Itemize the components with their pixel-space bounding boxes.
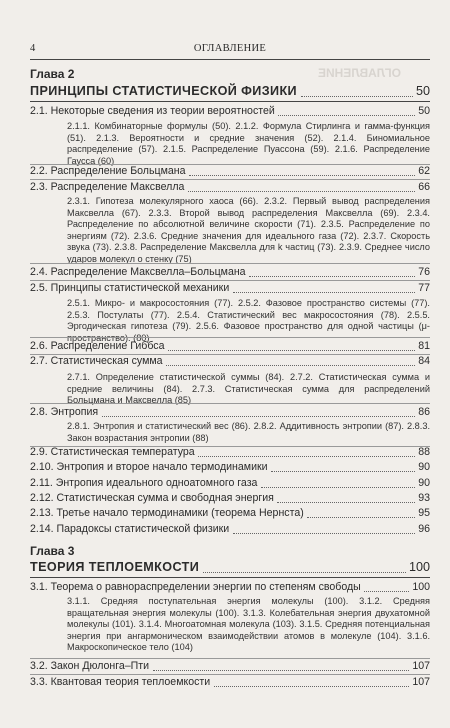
page-ref: 100 (408, 560, 430, 574)
toc-entry[interactable] (30, 446, 430, 460)
running-title: ОГЛАВЛЕНИЕ (193, 43, 267, 54)
entry-label: 2.9. Статистическая температура (30, 446, 195, 458)
toc-entry[interactable] (30, 266, 430, 280)
entry-label: 2.7. Статистическая сумма (30, 355, 163, 367)
toc-entry[interactable] (30, 181, 430, 195)
subsection-list: 2.7.1. Определение статистической суммы (84). 2.7.2. Статистическая сумма и средние величины (84). 2.7.3. Статистическая сумма для распределений Больцмана и Максвелла (85) (67, 372, 430, 405)
header-rule (30, 59, 430, 60)
toc-entry[interactable] (30, 165, 430, 179)
leader-dots (277, 502, 415, 503)
chapter-3-label: Глава 3 (30, 544, 75, 558)
running-head (30, 43, 430, 57)
entry-label: 3.3. Квантовая теория теплоемкости (30, 676, 211, 688)
chapter-rule (30, 577, 430, 578)
entry-label: 2.10. Энтропия и второе начало термодинамики (30, 461, 268, 473)
toc-entry[interactable] (30, 581, 430, 595)
page-ref: 96 (418, 523, 430, 535)
leader-dots (233, 533, 415, 534)
subsection-list: 2.8.1. Энтропия и статистический вес (86). 2.8.2. Аддитивность энтропии (87). 2.8.3. Закон возрастания энтропии (88) (67, 421, 430, 443)
page-number: 4 (30, 43, 36, 54)
entry-label: 2.12. Статистическая сумма и свободная энергия (30, 492, 274, 504)
bleed-through-text: ОГЛАВЛЕНИЕ (318, 66, 402, 80)
toc-entry[interactable] (30, 461, 430, 475)
subsection-list: 3.1.1. Средняя поступательная энергия молекулы (100). 3.1.2. Средняя вращательная энергия молекулы (100). 3.1.3. Колебательная энергия двухатомной молекулы (101). 3.1.4. Многоатомная молекула (103). 3.1.5. Средняя потенциальная энергия при ангармоническом взаимодействии атомов в молекуле (104). 3.1.6. Макроскопическое тело (104) (67, 596, 430, 652)
leader-dots (301, 96, 413, 97)
page-ref: 86 (418, 406, 430, 418)
toc-entry[interactable] (30, 477, 430, 491)
leader-dots (233, 292, 415, 293)
divider (30, 403, 430, 404)
divider (30, 658, 430, 659)
chapter-rule (30, 101, 430, 102)
toc-entry[interactable] (30, 355, 430, 369)
leader-dots (278, 115, 415, 116)
entry-label: 3.2. Закон Дюлонга–Пти (30, 660, 150, 672)
page-ref: 95 (418, 507, 430, 519)
leader-dots (214, 686, 409, 687)
entry-label: 2.8. Энтропия (30, 406, 99, 418)
toc-entry[interactable] (30, 523, 430, 537)
subsection-list: 2.1.1. Комбинаторные формулы (50). 2.1.2. Формула Стирлинга и гамма-функция (51). 2.1.3. Вероятности и средние значения (52). 2.1.4. Биномиальное распределение (57). 2.1.5. Распределение Пуассона (59). 2.1.6. Распределение Гаусса (60) (67, 121, 430, 166)
leader-dots (168, 350, 415, 351)
leader-dots (198, 456, 415, 457)
entry-label: 2.3. Распределение Максвелла (30, 181, 185, 193)
page-ref: 50 (418, 105, 430, 117)
page-ref: 90 (418, 477, 430, 489)
page-ref: 93 (418, 492, 430, 504)
leader-dots (271, 471, 415, 472)
toc-entry[interactable] (30, 676, 430, 690)
leader-dots (307, 517, 415, 518)
leader-dots (203, 572, 406, 573)
chapter-2-title-row[interactable] (30, 84, 430, 100)
chapter-3-title-row[interactable] (30, 560, 430, 576)
chapter-2-label: Глава 2 (30, 67, 75, 81)
subsection-list: 2.3.1. Гипотеза молекулярного хаоса (66). 2.3.2. Первый вывод распределения Максвелла (67). 2.3.3. Второй вывод распределения Максвелла (69). 2.3.4. Распределение по абсолютной величине скорости (71). 2.3.5. Распределение по энергиям (72). 2.3.6. Средние значения для идеального газа (72). 2.3.7. Скорость звука (73). 2.3.8. Распределение Максвелла для k частиц (73). 2.3.9. Среднее число ударов молекул о стенку (75) (67, 196, 430, 264)
divider (30, 263, 430, 264)
entry-label: 2.11. Энтропия идеального одноатомного газа (30, 477, 258, 489)
chapter-title: ПРИНЦИПЫ СТАТИСТИЧЕСКОЙ ФИЗИКИ (30, 84, 298, 98)
leader-dots (364, 591, 409, 592)
divider (30, 179, 430, 180)
leader-dots (102, 416, 415, 417)
entry-label: 2.2. Распределение Больцмана (30, 165, 186, 177)
entry-label: 2.6. Распределение Гиббса (30, 340, 165, 352)
toc-entry[interactable] (30, 282, 430, 296)
divider (30, 337, 430, 338)
page-ref: 84 (418, 355, 430, 367)
entry-label: 2.14. Парадоксы статистической физики (30, 523, 230, 535)
leader-dots (249, 276, 415, 277)
page-ref: 88 (418, 446, 430, 458)
toc-entry[interactable] (30, 660, 430, 674)
leader-dots (188, 191, 415, 192)
divider (30, 280, 430, 281)
page-ref: 107 (412, 660, 430, 672)
leader-dots (153, 670, 409, 671)
toc-entry[interactable] (30, 507, 430, 521)
chapter-title: ТЕОРИЯ ТЕПЛОЕМКОСТИ (30, 560, 200, 574)
page-ref: 81 (418, 340, 430, 352)
toc-entry[interactable] (30, 406, 430, 420)
toc-entry[interactable] (30, 340, 430, 354)
subsection-list: 2.5.1. Микро- и макросостояния (77). 2.5.2. Фазовое пространство системы (77). 2.5.3. Постулаты (77). 2.5.4. Статистический вес макросостояния (78). 2.5.5. Эргодическая гипотеза (79). 2.5.6. Фазовое пространство для одной частицы (μ-пространство). (80) (67, 298, 430, 343)
page-ref: 77 (418, 282, 430, 294)
leader-dots (189, 175, 415, 176)
toc-entry[interactable] (30, 492, 430, 506)
page-ref: 100 (412, 581, 430, 593)
page-ref: 76 (418, 266, 430, 278)
divider (30, 674, 430, 675)
entry-label: 2.13. Третье начало термодинамики (теорема Нернста) (30, 507, 304, 519)
entry-label: 2.4. Распределение Максвелла–Больцмана (30, 266, 246, 278)
leader-dots (166, 365, 415, 366)
leader-dots (261, 487, 415, 488)
page-ref: 62 (418, 165, 430, 177)
page-ref: 50 (415, 84, 430, 98)
entry-label: 3.1. Теорема о равнораспределении энергии по степеням свободы (30, 581, 361, 593)
entry-label: 2.5. Принципы статистической механики (30, 282, 230, 294)
page-ref: 90 (418, 461, 430, 473)
toc-entry[interactable] (30, 105, 430, 119)
entry-label: 2.1. Некоторые сведения из теории вероятностей (30, 105, 275, 117)
page-ref: 66 (418, 181, 430, 193)
page-ref: 107 (412, 676, 430, 688)
